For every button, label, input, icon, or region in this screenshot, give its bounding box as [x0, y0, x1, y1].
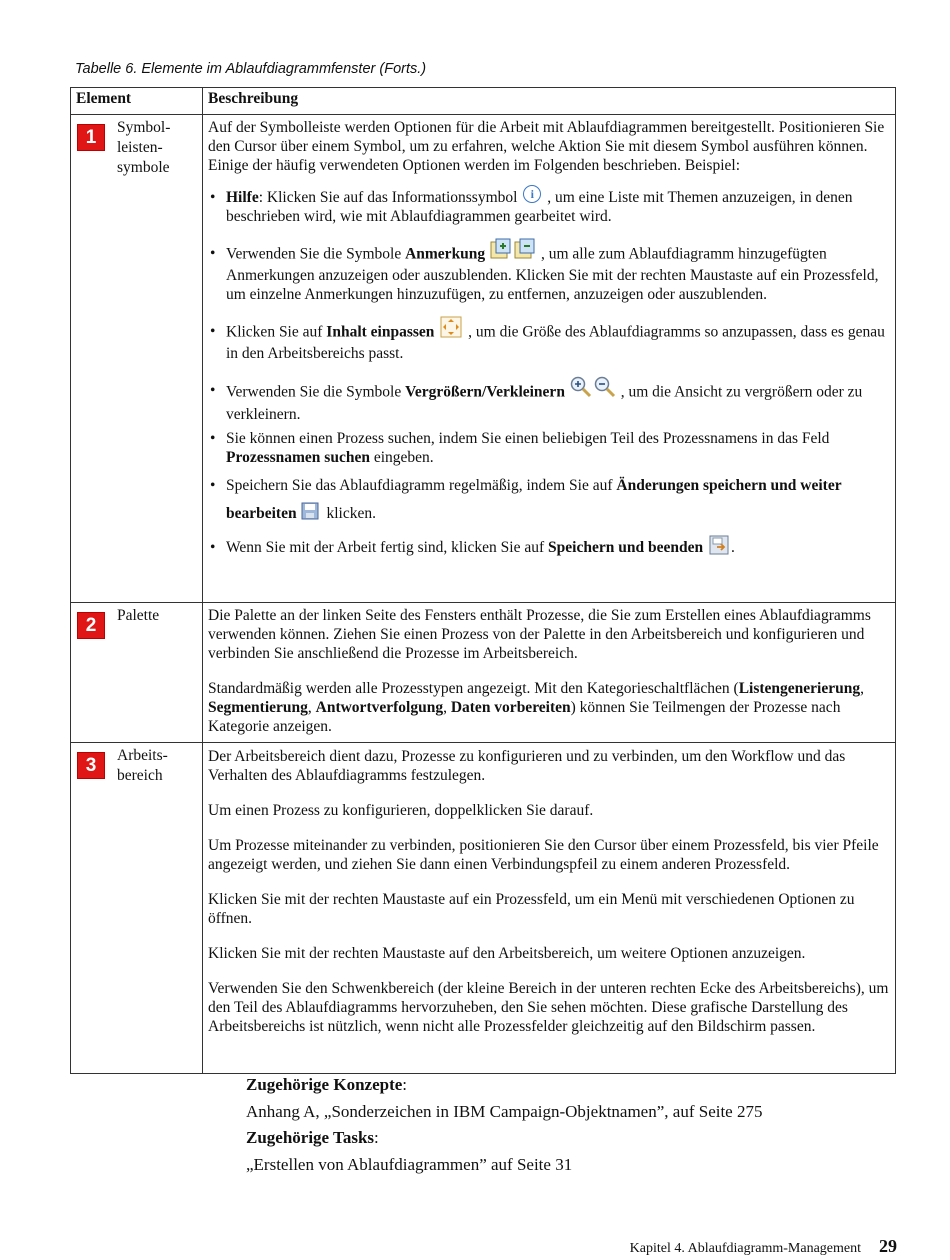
callout-badge-3: 3	[77, 752, 105, 779]
palette-paragraph: Standardmäßig werden alle Prozesstypen angezeigt. Mit den Kategorieschaltflächen (Listengenerierung, Segmentierung, Antwortverfolgung, Daten vorbereiten) können Sie Teilmengen der Prozesse nach Kategorie anzeigen.	[208, 680, 864, 735]
list-item: • Hilfe: Klicken Sie auf das Informationssymbol i , um eine Liste mit Themen anzuzeigen, in denen beschrieben wird, wie mit Ablaufdiagrammen gearbeitet wird.	[208, 188, 890, 226]
description-cell	[203, 743, 896, 1074]
page-number: 29	[879, 1236, 897, 1256]
workspace-paragraph: Klicken Sie mit der rechten Maustaste auf ein Prozessfeld, um ein Menü mit verschiedenen Optionen zu öffnen.	[208, 891, 855, 927]
table-header-row	[71, 88, 896, 115]
list-item: • Verwenden Sie die Symbole Anmerkung , um alle zum Ablaufdiagramm hinzugefügten Anmerkungen anzuzeigen oder auszublenden. Klicken Sie mit der rechten Maustaste auf ein Prozessfeld, um einzelne Anmerkungen hinzuzufügen, zu entfernen, anzuzeigen oder auszublenden.	[208, 244, 890, 304]
element-cell	[71, 115, 203, 603]
table-row	[71, 115, 896, 603]
annotation-hide-icon	[514, 238, 536, 260]
annotation-show-icon	[490, 238, 512, 260]
element-label: Palette	[117, 607, 160, 624]
workspace-paragraph: Verwenden Sie den Schwenkbereich (der kleine Bereich in der unteren rechten Ecke des Arbeitsbereichs), um den Teil des Ablaufdiagramms hervorzuheben, den Sie sehen möchten. Diese grafische Darstellung des Arbeitsbereichs ist nützlich, wenn nicht alle Prozessfelder gleichzeitig auf den Bildschirm passen.	[208, 980, 889, 1035]
info-icon: i	[523, 185, 541, 203]
fit-content-icon	[440, 316, 462, 338]
related-task-link[interactable]: „Erstellen von Ablaufdiagrammen” auf Seite 31	[246, 1154, 573, 1174]
list-item: • Wenn Sie mit der Arbeit fertig sind, klicken Sie auf Speichern und beenden .	[208, 538, 890, 558]
header-description: Beschreibung	[203, 88, 896, 115]
element-cell	[71, 743, 203, 1074]
header-element: Element	[71, 88, 203, 115]
element-label: Symbol- leisten- symbole	[117, 119, 171, 176]
related-tasks-heading: Zugehörige Tasks:	[246, 1128, 379, 1147]
element-cell	[71, 603, 203, 743]
list-item: • Sie können einen Prozess suchen, indem Sie einen beliebigen Teil des Prozessnamens in das Feld Prozessnamen suchen eingeben.	[208, 429, 890, 467]
workspace-paragraph: Klicken Sie mit der rechten Maustaste auf den Arbeitsbereich, um weitere Optionen anzuzeigen.	[208, 945, 806, 962]
list-item: • Speichern Sie das Ablaufdiagramm regelmäßig, indem Sie auf Änderungen speichern und weiter bearbeiten klicken.	[208, 472, 890, 528]
workspace-paragraph: Um Prozesse miteinander zu verbinden, positionieren Sie den Cursor über einem Prozessfeld, bis vier Pfeile angezeigt werden, und ziehen Sie dann einen Verbindungspfeil zu einem anderen Prozessfeld.	[208, 837, 879, 873]
table-row	[71, 603, 896, 743]
save-and-exit-icon	[709, 535, 729, 555]
related-concepts-heading: Zugehörige Konzepte:	[246, 1075, 408, 1094]
table-row	[71, 743, 896, 1074]
workspace-paragraph: Um einen Prozess zu konfigurieren, doppelklicken Sie darauf.	[208, 802, 594, 819]
zoom-in-icon	[569, 375, 593, 399]
save-icon	[301, 502, 319, 520]
chapter-title: Kapitel 4. Ablaufdiagramm-Management	[629, 1241, 861, 1256]
toolbar-option-list	[208, 188, 890, 559]
related-links	[246, 1072, 762, 1178]
workspace-paragraph: Der Arbeitsbereich dient dazu, Prozesse zu konfigurieren und zu verbinden, um den Workflow und das Verhalten des Ablaufdiagramms festzulegen.	[208, 748, 846, 784]
palette-paragraph: Die Palette an der linken Seite des Fensters enthält Prozesse, die Sie zum Erstellen eines Ablaufdiagramms verwenden können. Ziehen Sie einen Prozess von der Palette in den Arbeitsbereich und konfigurieren und verbinden Sie anschließend die Prozesse im Arbeitsbereich.	[208, 607, 871, 662]
element-label: Arbeits- bereich	[117, 747, 168, 784]
page-footer	[630, 1236, 897, 1257]
related-concept-link[interactable]: Anhang A, „Sonderzeichen in IBM Campaign-Objektnamen”, auf Seite 275	[246, 1101, 763, 1121]
description-cell	[203, 603, 896, 743]
toolbar-intro: Auf der Symbolleiste werden Optionen für die Arbeit mit Ablaufdiagrammen bereitgestellt. Positionieren Sie den Cursor über einem Symbol, um zu erfahren, welche Aktion Sie mit diesem Symbol ausführen können. Einige der häufig verwendeten Optionen werden im Folgenden beschrieben. Beispiel:	[208, 119, 885, 174]
table-caption: Tabelle 6. Elemente im Ablaufdiagrammfenster (Forts.)	[75, 61, 427, 77]
description-cell	[203, 115, 896, 603]
list-item: • Verwenden Sie die Symbole Vergrößern/Verkleinern , um die Ansicht zu vergrößern oder zu verkleinern.	[208, 381, 890, 424]
zoom-out-icon	[593, 375, 617, 399]
callout-badge-2: 2	[77, 612, 105, 639]
elements-table	[70, 87, 896, 1074]
callout-badge-1: 1	[77, 124, 105, 151]
list-item: • Klicken Sie auf Inhalt einpassen , um die Größe des Ablaufdiagramms so anzupassen, dass es genau in den Arbeitsbereichs passt.	[208, 322, 890, 363]
